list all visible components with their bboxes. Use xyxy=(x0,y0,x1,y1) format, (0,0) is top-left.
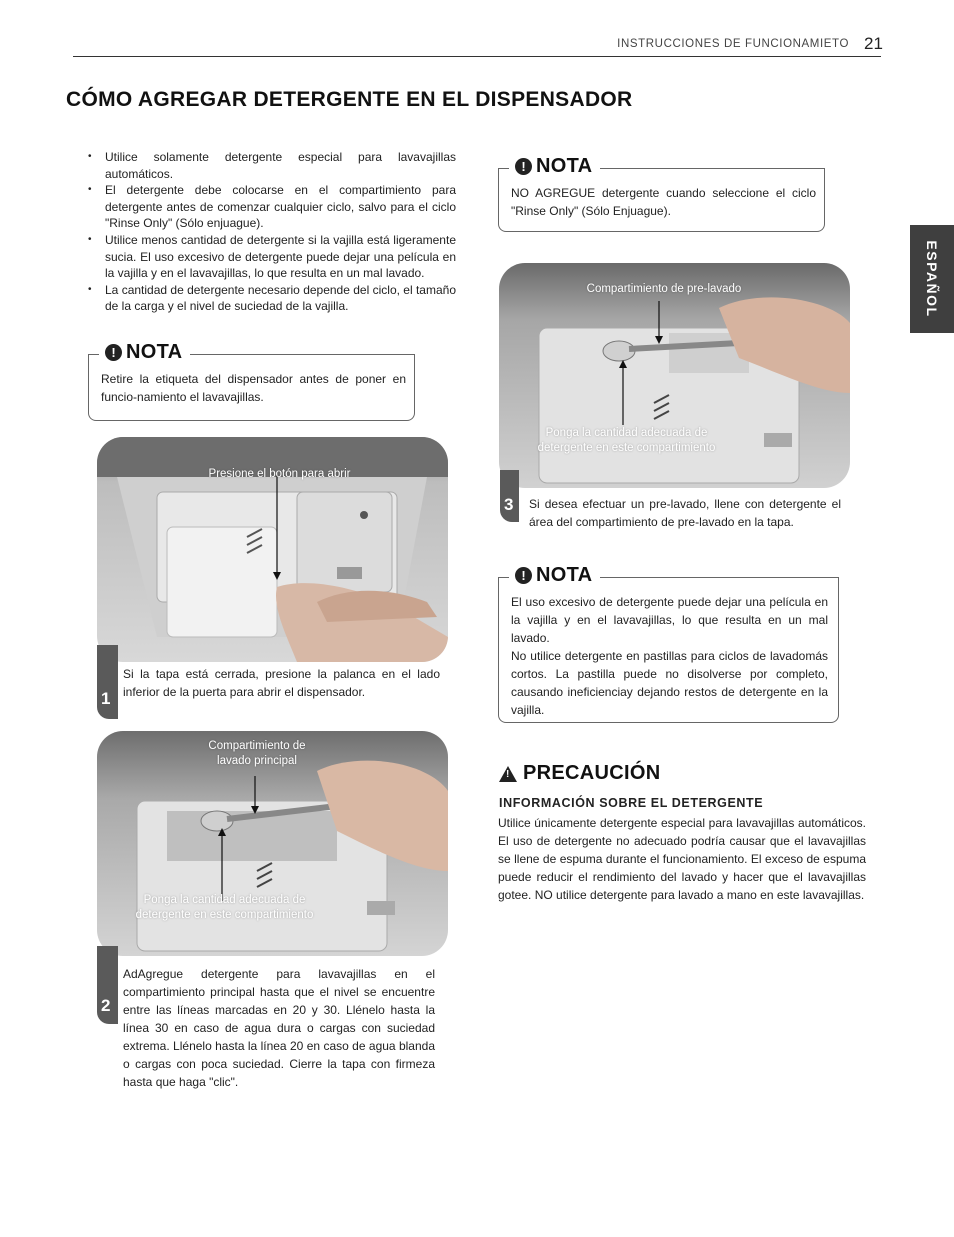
precaution-heading xyxy=(499,762,660,785)
step-1-text: Si la tapa está cerrada, presione la palanca en el lado inferior de la puerta para abrir el dispensador. xyxy=(123,667,440,699)
precaution-subtitle: INFORMACIÓN SOBRE EL DETERGENTE xyxy=(499,796,764,810)
note-label: NOTA xyxy=(536,564,593,586)
step-number: 2 xyxy=(101,996,111,1015)
note-text-1: El uso excesivo de detergente puede dejar una película en la vajilla y en el lavavajillas, lo que resulta en un mal lavado. xyxy=(511,595,828,645)
photo-caption-compartment: Compartimiento de pre-lavado xyxy=(586,283,742,295)
exclamation-circle-icon: ! xyxy=(515,158,532,175)
photo-caption-amount: Ponga la cantidad adecuada de detergente en este compartimiento xyxy=(537,427,716,454)
exclamation-circle-icon: ! xyxy=(515,567,532,584)
list-item: • La cantidad de detergente necesario depende del ciclo, el tamaño de la carga y el nivel de suciedad de la vajilla. xyxy=(88,282,456,315)
step-1-photo xyxy=(97,437,448,662)
step-number: 1 xyxy=(101,689,111,708)
step-number: 3 xyxy=(504,495,514,514)
page-title: CÓMO AGREGAR DETERGENTE EN EL DISPENSADOR xyxy=(66,88,633,111)
photo-caption: Presione el botón para abrir xyxy=(208,468,351,480)
page-number: 21 xyxy=(864,34,883,53)
step-3-photo xyxy=(499,263,850,488)
step-1-marker xyxy=(97,645,118,719)
photo-caption-amount: Ponga la cantidad adecuada de detergente en este compartimiento xyxy=(135,894,314,921)
note-text-2: No utilice detergente en pastillas para ciclos de lavadomás cortos. La pastilla puede no disolverse por completo, causando ineficienciay dejando restos de detergente en la vajilla. xyxy=(511,649,828,717)
list-item: • El detergente debe colocarse en el compartimiento para detergente antes de comenzar cualquier ciclo, salvo para el ciclo "Rinse Only" (Sólo enjuague). xyxy=(88,182,456,232)
warning-triangle-icon: ! xyxy=(499,766,517,782)
note-heading xyxy=(99,341,190,364)
list-item: • Utilice menos cantidad de detergente si la vajilla está ligeramente sucia. El uso excesivo de detergente puede dejar una película en la vajilla y en el lavavajillas, lo que resulta en un mal lavado. xyxy=(88,232,456,282)
step-3-marker xyxy=(500,470,519,522)
step-2-photo xyxy=(97,731,448,956)
precaution-text: Utilice únicamente detergente especial para lavavajillas automáticos. El uso de detergente no adecuado podría causar que el lavavajillas se llene de espuma durante el funcionamiento. El exceso de espuma puede reducir el rendimiento del lavado y hacer que el lavavajillas gotee. NO utilice detergente para lavado a mano en este lavavajillas. xyxy=(498,816,866,902)
running-header: INSTRUCCIONES DE FUNCIONAMIETO xyxy=(617,38,849,50)
note-heading xyxy=(509,155,600,178)
note-text: NO AGREGUE detergente cuando seleccione el ciclo "Rinse Only" (Sólo Enjuague). xyxy=(511,186,816,218)
note-label: NOTA xyxy=(126,341,183,363)
photo-caption-compartment: Compartimiento de lavado principal xyxy=(208,740,306,767)
language-tab-label: ESPAÑOL xyxy=(924,240,940,318)
header-rule xyxy=(73,56,881,57)
note-box-right-middle xyxy=(498,564,839,723)
step-2-text: AdAgregue detergente para lavavajillas en el compartimiento principal hasta que el nivel se encuentre entre las líneas marcadas en 20 y 30. Llénelo hasta la línea 30 en caso de agua dura o cargas con suciedad extrema. Llénelo hasta la línea 20 en caso de agua blanda o cargas con poca suciedad. Cierre la tapa con firmeza hasta que haga "clic". xyxy=(123,967,435,1089)
step-2-marker xyxy=(97,946,118,1024)
note-label: NOTA xyxy=(536,155,593,177)
note-box-right-top xyxy=(498,155,825,232)
precaution-label: PRECAUCIÓN xyxy=(523,762,661,784)
step-3-text: Si desea efectuar un pre-lavado, llene con detergente el área del compartimiento de pre-lavado en la tapa. xyxy=(529,497,841,529)
note-text: Retire la etiqueta del dispensador antes de poner en funcio-namiento el lavavajillas. xyxy=(101,372,406,404)
list-item: • Utilice solamente detergente especial para lavavajillas automáticos. xyxy=(88,149,456,182)
note-box-left xyxy=(88,341,415,421)
language-tab xyxy=(910,225,954,333)
note-heading xyxy=(509,564,600,587)
instructions-list xyxy=(88,149,456,315)
exclamation-circle-icon: ! xyxy=(105,344,122,361)
